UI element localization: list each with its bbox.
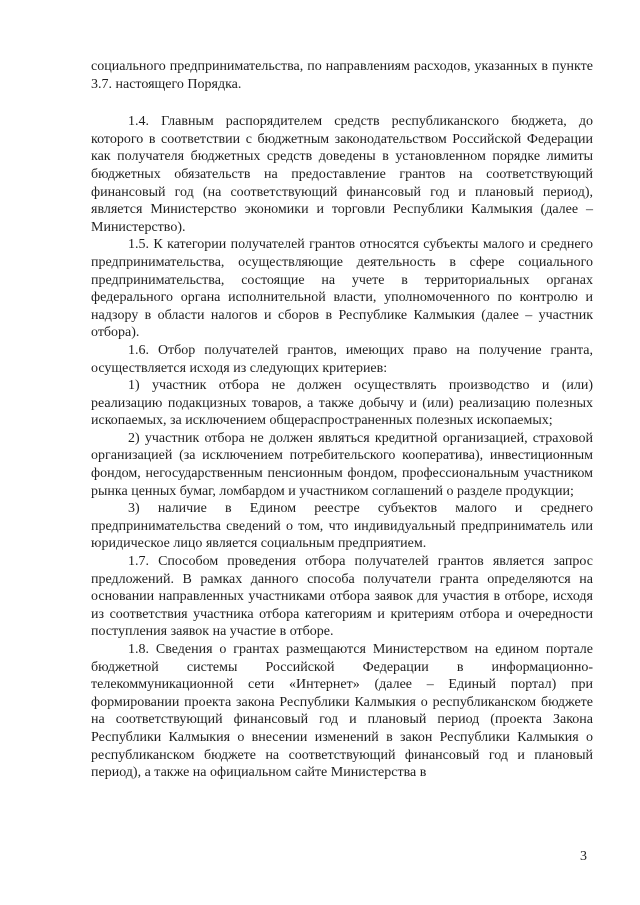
paragraph-1-7: 1.7. Способом проведения отбора получателей грантов является запрос предложений. В рамках данного способа получатели гранта определяются на основании направленных участниками отбора заявок для участия в отборе, исходя из соответствия участника отбора категориям и критериям отбора и очередности поступления заявок на участие в отборе. [91,554,593,640]
criterion-1: 1) участник отбора не должен осуществлять производство и (или) реализацию подакцизных товаров, а также добычу и (или) реализацию полезных ископаемых, за исключением общераспространенных полезных ископаемых; [91,378,593,429]
paragraph-1-8: 1.8. Сведения о грантах размещаются Министерством на едином портале бюджетной системы Российской Федерации в информационно-телекоммуникационной сети «Интернет» (далее – Единый портал) при формировании проекта закона Республики Калмыкия о республиканском бюджете на соответствующий финансовый год и плановый период (проекта Закона Республики Калмыкия о внесении изменений в закон Республики Калмыкия о республиканском бюджете на соответствующий финансовый год и плановый период), а также на официальном сайте Министерства в [91,642,593,781]
page-number: 3 [580,849,587,864]
paragraph-1-4: 1.4. Главным распорядителем средств республиканского бюджета, до которого в соответствии с бюджетным законодательством Российской Федерации как получателя бюджетных средств доведены в установленном порядке лимиты бюджетных обязательств на предоставление грантов на соответствующий финансовый год (на соответствующий финансовый год и плановый период), является Министерство экономики и торговли Республики Калмыкия (далее – Министерство). [91,114,593,235]
paragraph-1-5: 1.5. К категории получателей грантов относятся субъекты малого и среднего предпринимательства, осуществляющие деятельность в сфере социального предпринимательства, состоящие на учете в территориальных органах федерального органа исполнительной власти, уполномоченного по контролю и надзору в области налогов и сборов в Республике Калмыкия (далее – участник отбора). [91,237,593,341]
criterion-2: 2) участник отбора не должен являться кредитной организацией, страховой организацией (за исключением потребительского кооператива), инвестиционным фондом, негосударственным пенсионным фондом, профессиональным участником рынка ценных бумаг, ломбардом и участником соглашений о разделе продукции; [91,430,593,499]
paragraph-1-6: 1.6. Отбор получателей грантов, имеющих право на получение гранта, осуществляется исходя из следующих критериев: [91,342,593,376]
paragraph-gap [91,93,593,113]
continuation-paragraph: социального предпринимательства, по направлениям расходов, указанных в пункте 3.7. настоящего Порядка. [91,59,593,92]
criterion-3: 3) наличие в Едином реестре субъектов малого и среднего предпринимательства сведений о том, что индивидуальный предприниматель или юридическое лицо является социальным предприятием. [91,501,593,552]
document-body [91,58,593,782]
